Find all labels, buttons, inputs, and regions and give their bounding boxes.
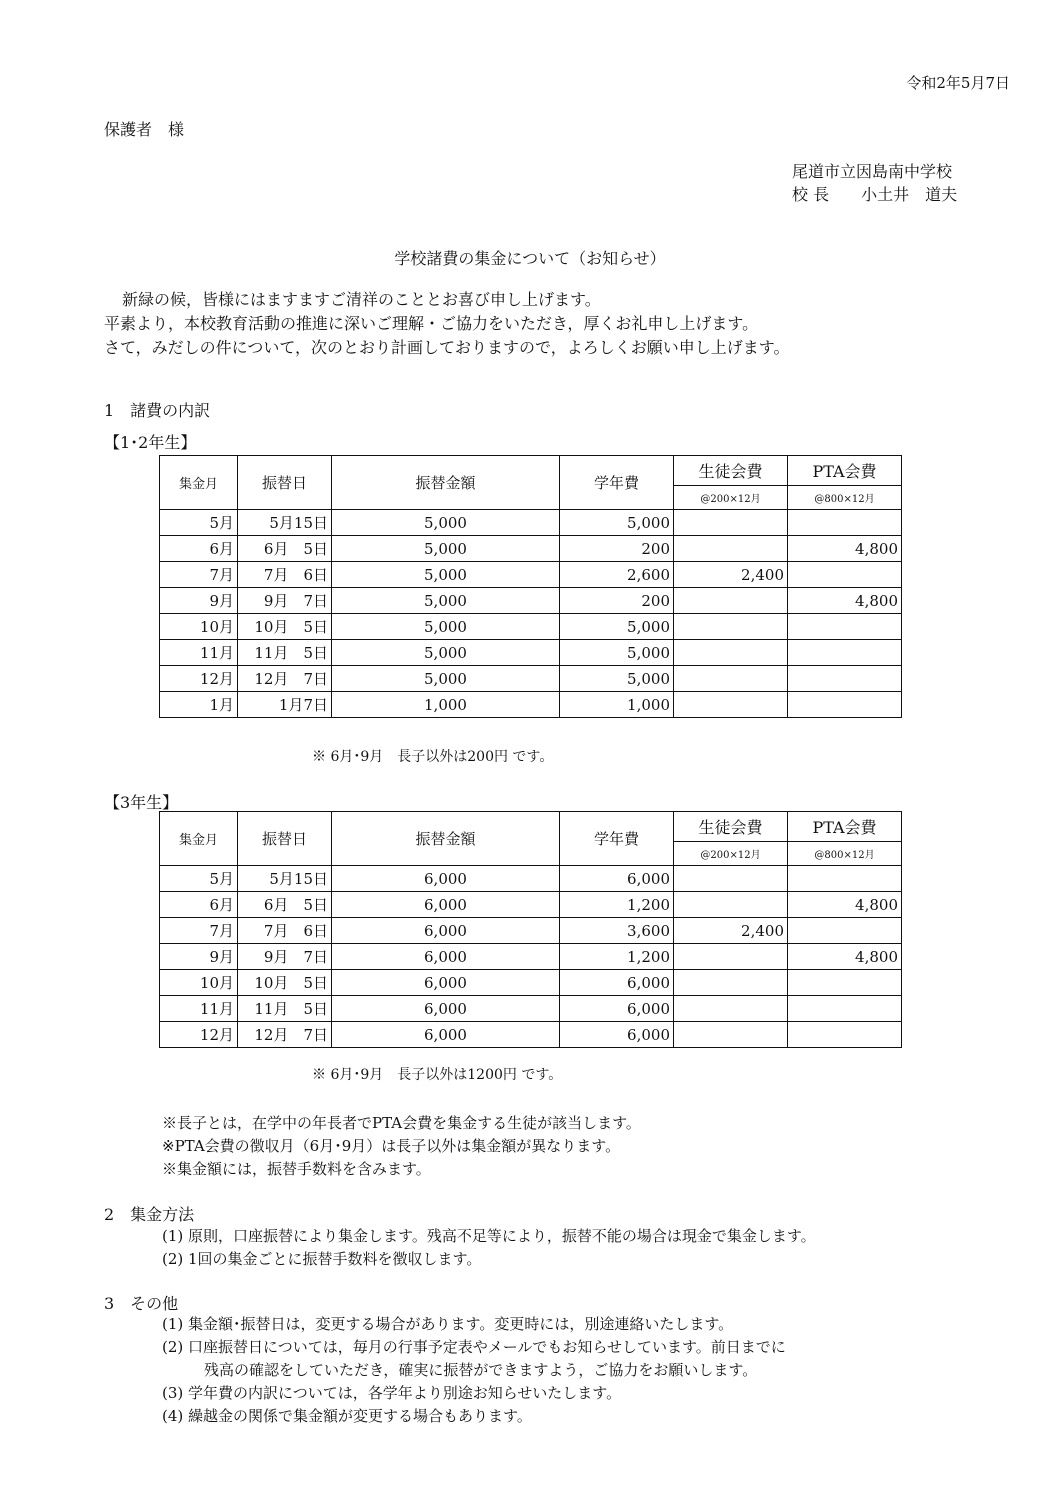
cell-sc <box>674 892 788 918</box>
cell-date: 6月 5日 <box>238 892 332 918</box>
table-row <box>160 944 902 970</box>
cell-pta <box>788 640 902 666</box>
cell-amount: 5,000 <box>332 614 560 640</box>
cell-amount: 6,000 <box>332 944 560 970</box>
cell-sc <box>674 970 788 996</box>
cell-amount: 6,000 <box>332 892 560 918</box>
cell-grade: 5,000 <box>560 510 674 536</box>
cell-pta <box>788 918 902 944</box>
cell-sc <box>674 510 788 536</box>
col-date: 振替日 <box>238 456 332 510</box>
cell-amount: 6,000 <box>332 996 560 1022</box>
cell-amount: 5,000 <box>332 640 560 666</box>
cell-amount: 6,000 <box>332 970 560 996</box>
cell-amount: 5,000 <box>332 666 560 692</box>
cell-amount: 1,000 <box>332 692 560 718</box>
greeting-line: さて，みだしの件について，次のとおり計画しておりますので，よろしくお願い申し上げます。 <box>104 338 790 357</box>
cell-amount: 6,000 <box>332 866 560 892</box>
cell-sc: 2,400 <box>674 918 788 944</box>
col-month: 集金月 <box>160 456 238 510</box>
cell-pta <box>788 510 902 536</box>
document-title: 学校諸費の集金について（お知らせ） <box>394 249 666 268</box>
cell-month: 6月 <box>160 536 238 562</box>
document-date: 令和2年5月7日 <box>906 74 1010 92</box>
col-student-council: 生徒会費 <box>674 456 788 486</box>
cell-amount: 5,000 <box>332 536 560 562</box>
school-name: 尾道市立因島南中学校 <box>792 162 953 181</box>
cell-sc <box>674 866 788 892</box>
cell-sc <box>674 944 788 970</box>
cell-sc <box>674 1022 788 1048</box>
cell-date: 9月 7日 <box>238 588 332 614</box>
cell-pta <box>788 996 902 1022</box>
section1-heading: 1 諸費の内訳 <box>104 401 211 420</box>
cell-grade: 6,000 <box>560 866 674 892</box>
table-row <box>160 692 902 718</box>
cell-grade: 6,000 <box>560 970 674 996</box>
table3-label: 【3年生】 <box>104 793 179 812</box>
list-item: (2) 口座振替日については，毎月の行事予定表やメールでもお知らせしています。前日までに <box>162 1338 786 1356</box>
table12-note: ※ 6月･9月 長子以外は200円 です。 <box>312 749 554 765</box>
cell-pta <box>788 866 902 892</box>
cell-date: 12月 7日 <box>238 666 332 692</box>
cell-pta <box>788 970 902 996</box>
table-row <box>160 666 902 692</box>
greeting-paragraph <box>104 288 789 360</box>
table-row <box>160 510 902 536</box>
list-item: (2) 1回の集金ごとに振替手数料を徴収します。 <box>162 1250 482 1268</box>
col-student-council-rate: @200×12月 <box>674 842 788 866</box>
cell-grade: 200 <box>560 588 674 614</box>
cell-pta <box>788 614 902 640</box>
cell-month: 1月 <box>160 692 238 718</box>
cell-sc <box>674 536 788 562</box>
principal-name: 校 長 小土井 道夫 <box>792 185 958 204</box>
col-amount: 振替金額 <box>332 456 560 510</box>
cell-grade: 200 <box>560 536 674 562</box>
cell-month: 11月 <box>160 640 238 666</box>
section3-items <box>162 1313 786 1428</box>
table3-note: ※ 6月･9月 長子以外は1200円 です。 <box>312 1067 563 1083</box>
table-row <box>160 614 902 640</box>
section1-notes <box>162 1112 641 1181</box>
cell-grade: 3,600 <box>560 918 674 944</box>
cell-pta: 4,800 <box>788 892 902 918</box>
table-row <box>160 892 902 918</box>
cell-grade: 6,000 <box>560 1022 674 1048</box>
table-row <box>160 562 902 588</box>
cell-grade: 6,000 <box>560 996 674 1022</box>
cell-grade: 5,000 <box>560 614 674 640</box>
table-row <box>160 1022 902 1048</box>
cell-pta: 4,800 <box>788 944 902 970</box>
cell-pta: 4,800 <box>788 588 902 614</box>
cell-month: 6月 <box>160 892 238 918</box>
cell-date: 11月 5日 <box>238 640 332 666</box>
cell-sc <box>674 588 788 614</box>
section2-items <box>162 1225 816 1271</box>
sender-block <box>792 160 957 206</box>
addressee: 保護者 様 <box>104 120 185 139</box>
col-grade-fee: 学年費 <box>560 456 674 510</box>
cell-month: 9月 <box>160 588 238 614</box>
table-row <box>160 536 902 562</box>
cell-month: 10月 <box>160 970 238 996</box>
cell-sc <box>674 614 788 640</box>
cell-sc <box>674 996 788 1022</box>
cell-date: 12月 7日 <box>238 1022 332 1048</box>
cell-pta: 4,800 <box>788 536 902 562</box>
cell-date: 1月7日 <box>238 692 332 718</box>
col-grade-fee: 学年費 <box>560 812 674 866</box>
cell-date: 10月 5日 <box>238 970 332 996</box>
list-item: (4) 繰越金の関係で集金額が変更する場合もあります。 <box>162 1407 532 1425</box>
cell-month: 5月 <box>160 866 238 892</box>
cell-month: 9月 <box>160 944 238 970</box>
cell-pta <box>788 1022 902 1048</box>
cell-sc <box>674 640 788 666</box>
cell-pta <box>788 666 902 692</box>
table-row <box>160 640 902 666</box>
cell-amount: 5,000 <box>332 562 560 588</box>
cell-sc <box>674 692 788 718</box>
col-date: 振替日 <box>238 812 332 866</box>
cell-date: 5月15日 <box>238 510 332 536</box>
section3-heading: 3 その他 <box>104 1294 179 1313</box>
table-row <box>160 970 902 996</box>
table-row <box>160 918 902 944</box>
col-month: 集金月 <box>160 812 238 866</box>
cell-grade: 1,200 <box>560 944 674 970</box>
section2-heading: 2 集金方法 <box>104 1205 195 1224</box>
cell-month: 12月 <box>160 666 238 692</box>
table-row <box>160 866 902 892</box>
cell-grade: 2,600 <box>560 562 674 588</box>
cell-date: 7月 6日 <box>238 918 332 944</box>
col-student-council-rate: @200×12月 <box>674 486 788 510</box>
cell-grade: 1,200 <box>560 892 674 918</box>
cell-month: 7月 <box>160 562 238 588</box>
note-line: ※長子とは，在学中の年長者でPTA会費を集金する生徒が該当します。 <box>162 1114 641 1132</box>
cell-amount: 6,000 <box>332 1022 560 1048</box>
greeting-line: 新緑の候，皆様にはますますご清祥のこととお喜び申し上げます。 <box>122 290 601 309</box>
cell-month: 11月 <box>160 996 238 1022</box>
cell-pta <box>788 562 902 588</box>
cell-month: 5月 <box>160 510 238 536</box>
cell-grade: 5,000 <box>560 666 674 692</box>
table12-label: 【1･2年生】 <box>104 433 197 452</box>
col-amount: 振替金額 <box>332 812 560 866</box>
cell-grade: 5,000 <box>560 640 674 666</box>
cell-grade: 1,000 <box>560 692 674 718</box>
list-item-continuation: 残高の確認をしていただき，確実に振替ができますよう，ご協力をお願いします。 <box>204 1361 758 1379</box>
cell-date: 6月 5日 <box>238 536 332 562</box>
cell-amount: 5,000 <box>332 588 560 614</box>
cell-date: 10月 5日 <box>238 614 332 640</box>
cell-date: 7月 6日 <box>238 562 332 588</box>
cell-pta <box>788 692 902 718</box>
cell-date: 5月15日 <box>238 866 332 892</box>
table-row <box>160 996 902 1022</box>
list-item: (1) 原則，口座振替により集金します。残高不足等により，振替不能の場合は現金で集金します。 <box>162 1227 816 1245</box>
cell-amount: 5,000 <box>332 510 560 536</box>
cell-amount: 6,000 <box>332 918 560 944</box>
col-pta: PTA会費 <box>788 456 902 486</box>
list-item: (3) 学年費の内訳については，各学年より別途お知らせいたします。 <box>162 1384 622 1402</box>
cell-date: 11月 5日 <box>238 996 332 1022</box>
note-line: ※PTA会費の徴収月（6月･9月）は長子以外は集金額が異なります。 <box>162 1137 621 1155</box>
cell-month: 12月 <box>160 1022 238 1048</box>
cell-sc: 2,400 <box>674 562 788 588</box>
list-item: (1) 集金額･振替日は，変更する場合があります。変更時には，別途連絡いたします。 <box>162 1315 734 1333</box>
fee-table-grade12 <box>159 455 902 718</box>
cell-month: 7月 <box>160 918 238 944</box>
col-pta: PTA会費 <box>788 812 902 842</box>
cell-sc <box>674 666 788 692</box>
col-pta-rate: @800×12月 <box>788 842 902 866</box>
note-line: ※集金額には，振替手数料を含みます。 <box>162 1160 431 1178</box>
col-student-council: 生徒会費 <box>674 812 788 842</box>
greeting-line: 平素より，本校教育活動の推進に深いご理解・ご協力をいただき，厚くお礼申し上げます。 <box>104 314 759 333</box>
fee-table-grade3 <box>159 811 902 1048</box>
cell-date: 9月 7日 <box>238 944 332 970</box>
table-row <box>160 588 902 614</box>
col-pta-rate: @800×12月 <box>788 486 902 510</box>
cell-month: 10月 <box>160 614 238 640</box>
